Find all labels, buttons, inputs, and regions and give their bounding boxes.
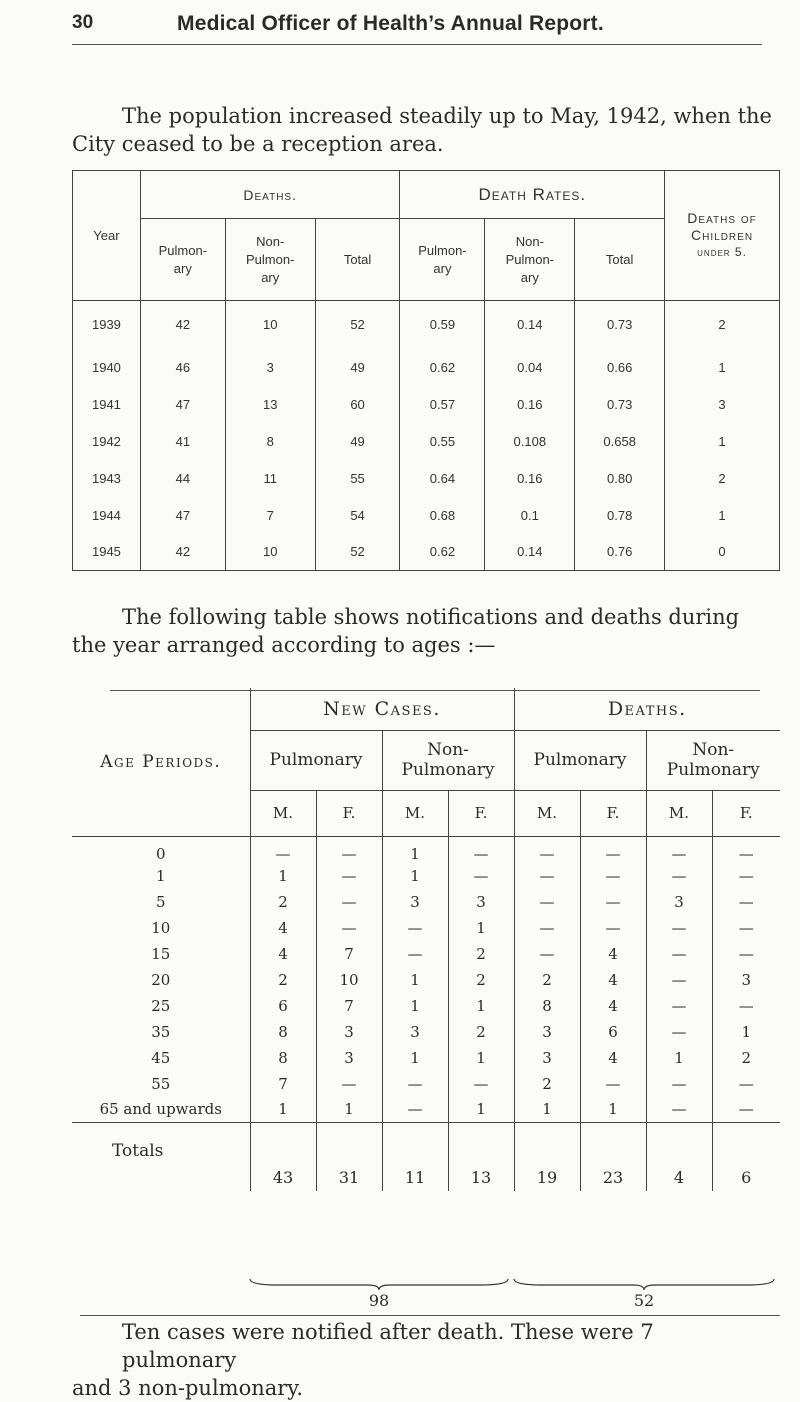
table-cell: — (382, 941, 448, 967)
table-cell: 11 (225, 460, 315, 497)
closing-rule (80, 1315, 780, 1316)
table-cell: — (316, 915, 382, 941)
table-cell: 6 (250, 993, 316, 1019)
total-cell: 19 (514, 1123, 580, 1191)
table-cell: 1 (448, 993, 514, 1019)
table-cell: 0.68 (400, 497, 485, 534)
table-cell: — (646, 941, 712, 967)
children-header-line-2: Children (691, 227, 754, 243)
table-cell: 2 (514, 967, 580, 993)
table-cell: 2 (250, 967, 316, 993)
table-cell: 1939 (73, 301, 141, 349)
table-cell: 2 (250, 889, 316, 915)
table-cell: — (580, 889, 646, 915)
table-cell: 52 (315, 534, 400, 571)
table-row (73, 460, 780, 497)
table-row (73, 386, 780, 423)
death-rates-table (72, 170, 780, 571)
table-cell: 1 (316, 1097, 382, 1123)
brace-icon (248, 1277, 510, 1291)
age-period-label: 0 (155, 844, 166, 863)
sub-label: Pulmon- (246, 251, 295, 267)
table-cell: 0.73 (575, 301, 665, 349)
table-row (72, 993, 780, 1019)
table-cell: — (646, 863, 712, 889)
table-cell: 13 (225, 386, 315, 423)
children-header-line-1: Deaths of (687, 210, 757, 226)
table-cell: 0.80 (575, 460, 665, 497)
table-cell: — (382, 915, 448, 941)
rates-non-pulmonary-header (485, 219, 575, 301)
table-cell: 7 (316, 993, 382, 1019)
table-cell: 1 (250, 1097, 316, 1123)
table-cell: 0.108 (485, 423, 575, 460)
table-row (72, 941, 780, 967)
sub-label: Pulmon- (418, 242, 467, 258)
table-cell: — (514, 836, 580, 863)
table-cell: 4 (250, 915, 316, 941)
closing-line-2: and 3 non-pulmonary. (72, 1376, 304, 1400)
header-rule (72, 44, 762, 45)
total-cell: 4 (646, 1123, 712, 1191)
table-cell: 7 (225, 497, 315, 534)
table-cell: — (382, 1071, 448, 1097)
sub-label: Pulmon- (505, 251, 555, 267)
table-row (73, 534, 780, 571)
table-cell: 3 (712, 967, 780, 993)
following-line-2: the year arranged according to ages :— (72, 633, 496, 657)
deaths-non-pulmonary-header (225, 219, 315, 301)
table-cell: 1 (712, 1019, 780, 1045)
new-cases-brace (248, 1277, 510, 1291)
table-cell: — (448, 863, 514, 889)
table-cell: 46 (140, 349, 225, 386)
table-cell: — (316, 889, 382, 915)
f-header: F. (712, 790, 780, 836)
table-cell: 10 (316, 967, 382, 993)
table-row (72, 1045, 780, 1071)
sub-label: ary (173, 260, 192, 276)
sub-label: Pulmonary (666, 760, 760, 780)
following-line-1: The following table shows notifications and deaths during (122, 605, 740, 629)
table-cell: 0.1 (485, 497, 575, 534)
table-cell: 8 (250, 1045, 316, 1071)
table-cell: — (712, 889, 780, 915)
table-cell: 0.64 (400, 460, 485, 497)
m-header: M. (382, 790, 448, 836)
table-cell: 0.59 (400, 301, 485, 349)
table-cell: 1 (382, 863, 448, 889)
m-header: M. (646, 790, 712, 836)
age-period-label: 20 (151, 970, 171, 989)
table-cell: — (448, 836, 514, 863)
table-cell: 3 (225, 349, 315, 386)
table-cell: 2 (448, 1019, 514, 1045)
age-period-label: 25 (151, 996, 171, 1015)
table-cell: 10 (225, 534, 315, 571)
totals-label: Totals (72, 1123, 250, 1191)
table-cell: 0.658 (575, 423, 665, 460)
table-row (73, 301, 780, 349)
deaths-brace (512, 1277, 776, 1291)
deaths-age-header: Deaths. (514, 688, 780, 730)
year-header: Year (73, 171, 141, 301)
table-cell: 3 (646, 889, 712, 915)
total-cell: 11 (382, 1123, 448, 1191)
total-cell: 43 (250, 1123, 316, 1191)
table-row (72, 889, 780, 915)
closing-line-1: Ten cases were notified after death. These were 7 pulmonary (122, 1320, 654, 1372)
table-row (72, 915, 780, 941)
total-cell: 13 (448, 1123, 514, 1191)
table-cell: 4 (250, 941, 316, 967)
table-cell: 49 (315, 349, 400, 386)
table-cell: 0.04 (485, 349, 575, 386)
table-cell: — (712, 915, 780, 941)
table-cell: 2 (712, 1045, 780, 1071)
new-cases-header: New Cases. (250, 688, 514, 730)
table-cell: 42 (140, 534, 225, 571)
table-cell: 0.78 (575, 497, 665, 534)
total-cell: 23 (580, 1123, 646, 1191)
table-cell: — (712, 993, 780, 1019)
table-cell: 44 (140, 460, 225, 497)
table-cell: 42 (140, 301, 225, 349)
table-cell: — (712, 1097, 780, 1123)
table-cell: 2 (448, 967, 514, 993)
table-row (72, 1071, 780, 1097)
sub-label: Non- (256, 233, 285, 249)
age-period-label: 35 (151, 1022, 171, 1041)
sub-label: ary (520, 269, 539, 285)
table-cell: — (316, 836, 382, 863)
table-cell: — (712, 1071, 780, 1097)
table-cell: 1 (665, 423, 780, 460)
closing-paragraph (72, 1318, 772, 1402)
table-cell: 0.16 (485, 386, 575, 423)
table-cell: — (580, 863, 646, 889)
table-cell: — (580, 915, 646, 941)
sub-label: ary (261, 269, 280, 285)
table-row (72, 836, 780, 863)
m-header: M. (250, 790, 316, 836)
f-header: F. (580, 790, 646, 836)
grand-new-cases: 98 (368, 1291, 390, 1310)
table-cell: 1 (382, 1045, 448, 1071)
table-cell: 0.62 (400, 534, 485, 571)
following-paragraph (72, 603, 772, 659)
table-cell: 4 (580, 1045, 646, 1071)
table-cell: 2 (448, 941, 514, 967)
table-cell: 0.14 (485, 534, 575, 571)
table-cell: — (646, 836, 712, 863)
deaths-total-header: Total (315, 219, 400, 301)
sub-label: Non- (692, 740, 735, 760)
table-cell: — (580, 1071, 646, 1097)
table-cell: 55 (315, 460, 400, 497)
table-cell: 0.57 (400, 386, 485, 423)
sub-label: Pulmonary (401, 760, 495, 780)
table-cell: 1940 (73, 349, 141, 386)
brace-icon (512, 1277, 776, 1291)
deaths-pulmonary-header (140, 219, 225, 301)
table-cell: 1 (514, 1097, 580, 1123)
total-cell: 31 (316, 1123, 382, 1191)
table-cell: 2 (514, 1071, 580, 1097)
sub-label: Non- (515, 233, 544, 249)
table-cell: 1943 (73, 460, 141, 497)
table-cell: 1945 (73, 534, 141, 571)
table-cell: — (514, 889, 580, 915)
table-cell: — (646, 1071, 712, 1097)
table-cell: 1 (448, 1097, 514, 1123)
page-number: 30 (72, 12, 94, 33)
table-cell: 7 (316, 941, 382, 967)
table-cell: 1941 (73, 386, 141, 423)
table-cell: 8 (225, 423, 315, 460)
table-cell: — (712, 836, 780, 863)
grand-deaths: 52 (633, 1291, 655, 1310)
age-period-label: 55 (151, 1074, 171, 1093)
table-cell: 1 (665, 349, 780, 386)
table-cell: 6 (580, 1019, 646, 1045)
deaths-header: Deaths. (140, 171, 400, 219)
rates-pulmonary-header (400, 219, 485, 301)
table-cell: — (250, 836, 316, 863)
table-cell: 0.76 (575, 534, 665, 571)
page-title: Medical Officer of Health’s Annual Report. (177, 12, 604, 35)
rates-total-header: Total (575, 219, 665, 301)
table-cell: — (316, 1071, 382, 1097)
table-cell: 3 (382, 1019, 448, 1045)
sub-label: Non- (427, 740, 469, 760)
table-cell: 1 (382, 967, 448, 993)
table-cell: 1 (382, 993, 448, 1019)
intro-line-1: The population increased steadily up to May, 1942, when the (122, 104, 772, 128)
table-cell: — (712, 941, 780, 967)
table-cell: 2 (665, 301, 780, 349)
deaths-pulmonary-col-header: Pulmonary (514, 730, 646, 790)
table-cell: 0.62 (400, 349, 485, 386)
age-periods-table (72, 688, 780, 1191)
table-cell: 4 (580, 967, 646, 993)
table-cell: — (448, 1071, 514, 1097)
table-cell: — (514, 863, 580, 889)
children-deaths-header (665, 171, 780, 301)
table-cell: 1 (250, 863, 316, 889)
table-cell: 1 (580, 1097, 646, 1123)
table-cell: 0 (665, 534, 780, 571)
table-cell: 2 (665, 460, 780, 497)
table-cell: 4 (580, 993, 646, 1019)
table-cell: — (646, 967, 712, 993)
table-cell: — (646, 1019, 712, 1045)
new-pulmonary-header: Pulmonary (250, 730, 382, 790)
table-cell: 3 (514, 1045, 580, 1071)
table-row (73, 423, 780, 460)
table-row (72, 863, 780, 889)
new-non-pulmonary-header (382, 730, 514, 790)
table-cell: 8 (250, 1019, 316, 1045)
table-cell: — (712, 863, 780, 889)
table-cell: 1944 (73, 497, 141, 534)
table-cell: 54 (315, 497, 400, 534)
children-header-line-3: under 5. (697, 245, 747, 259)
intro-paragraph (72, 102, 772, 158)
table-cell: 1 (665, 497, 780, 534)
table-cell: — (646, 993, 712, 1019)
table-cell: 0.14 (485, 301, 575, 349)
table-row (72, 967, 780, 993)
table-cell: 0.66 (575, 349, 665, 386)
table-cell: — (316, 863, 382, 889)
f-header: F. (448, 790, 514, 836)
table-cell: 3 (514, 1019, 580, 1045)
table-cell: 3 (382, 889, 448, 915)
table-cell: 52 (315, 301, 400, 349)
sub-label: Pulmon- (158, 242, 208, 258)
table-cell: 3 (665, 386, 780, 423)
table-cell: 10 (225, 301, 315, 349)
table-cell: — (382, 1097, 448, 1123)
table-cell: 1 (646, 1045, 712, 1071)
table-cell: 3 (316, 1019, 382, 1045)
death-rates-header: Death Rates. (400, 171, 665, 219)
table-row (72, 1097, 780, 1123)
age-period-label: 65 and upwards (99, 1100, 222, 1119)
table-row (73, 349, 780, 386)
table-cell: — (514, 941, 580, 967)
table-cell: 7 (250, 1071, 316, 1097)
table-cell: — (580, 836, 646, 863)
age-period-label: 15 (151, 944, 171, 963)
f-header: F. (316, 790, 382, 836)
table-row (73, 497, 780, 534)
table-cell: — (514, 915, 580, 941)
age-period-label: 10 (151, 918, 171, 937)
table-cell: 0.55 (400, 423, 485, 460)
intro-line-2: City ceased to be a reception area. (72, 132, 444, 156)
table-row (72, 1019, 780, 1045)
total-cell: 6 (712, 1123, 780, 1191)
table-cell: 41 (140, 423, 225, 460)
age-periods-header: Age Periods. (72, 688, 250, 836)
age-period-label: 1 (155, 866, 166, 885)
table-cell: — (646, 915, 712, 941)
table-cell: 1942 (73, 423, 141, 460)
table-cell: 0.73 (575, 386, 665, 423)
table-cell: 47 (140, 497, 225, 534)
table-cell: 1 (448, 915, 514, 941)
table-cell: 1 (448, 1045, 514, 1071)
table-cell: 8 (514, 993, 580, 1019)
age-period-label: 5 (155, 892, 166, 911)
totals-row (72, 1123, 780, 1191)
table-cell: 47 (140, 386, 225, 423)
table-cell: 60 (315, 386, 400, 423)
table-cell: — (646, 1097, 712, 1123)
table-cell: 0.16 (485, 460, 575, 497)
deaths-non-pulmonary-col-header (646, 730, 780, 790)
sub-label: ary (433, 260, 452, 276)
table-cell: 4 (580, 941, 646, 967)
table-cell: 1 (382, 836, 448, 863)
table-cell: 3 (448, 889, 514, 915)
table-cell: 49 (315, 423, 400, 460)
table-cell: 3 (316, 1045, 382, 1071)
age-period-label: 45 (151, 1048, 171, 1067)
m-header: M. (514, 790, 580, 836)
